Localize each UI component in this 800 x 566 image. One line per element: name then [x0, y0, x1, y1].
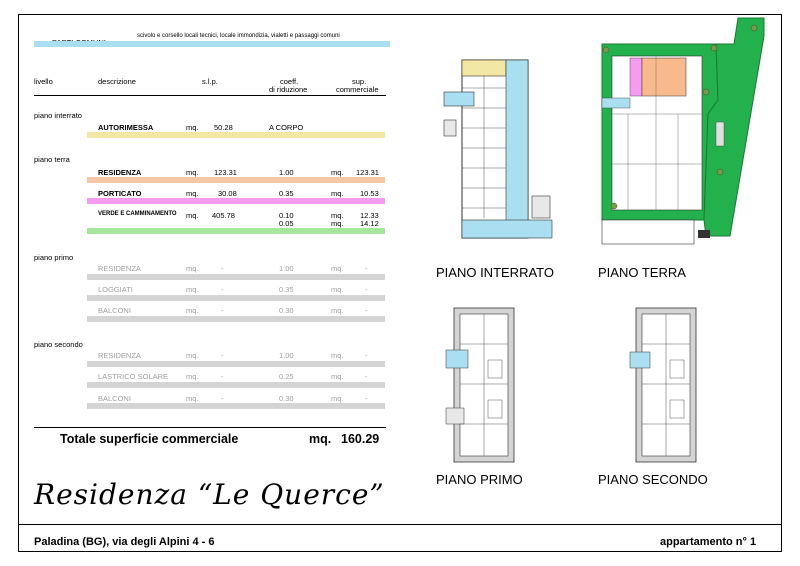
bar-verde: [87, 228, 385, 234]
row-slp: -: [221, 306, 224, 315]
plan-caption: PIANO PRIMO: [436, 472, 523, 487]
row-coeff: 1.00: [279, 168, 294, 177]
bar-loggiati-primo: [87, 295, 385, 301]
row-sup: 10.53: [360, 189, 379, 198]
row-sup: 14.12: [360, 219, 379, 228]
bar-autorimessa: [87, 132, 385, 138]
row-coeff: 1.00: [279, 264, 294, 273]
header-sup-2: commerciale: [336, 85, 379, 94]
header-livello: livello: [34, 77, 53, 86]
header-descrizione: descrizione: [98, 77, 136, 86]
header-coeff-1: coeff.: [280, 77, 299, 86]
bar-residenza-secondo: [87, 361, 385, 367]
bar-residenza-terra: [87, 177, 385, 183]
row-slp: -: [221, 351, 224, 360]
row-slp: -: [221, 394, 224, 403]
row-desc: LOGGIATI: [98, 285, 133, 294]
row-coeff: 0.35: [279, 189, 294, 198]
totale-rule: [34, 427, 386, 428]
row-desc: BALCONI: [98, 394, 131, 403]
row-unit: mq.: [186, 168, 199, 177]
header-coeff-2: di riduzione: [269, 85, 308, 94]
row-sup: -: [365, 372, 368, 381]
row-unit2: mq.: [331, 285, 344, 294]
level-terra: piano terra: [34, 155, 70, 164]
row-unit: mq.: [186, 372, 199, 381]
row-slp: -: [221, 264, 224, 273]
row-sup: -: [365, 285, 368, 294]
row-unit: mq.: [186, 211, 199, 220]
totale-label: Totale superficie commerciale: [60, 432, 239, 446]
header-slp: s.l.p.: [202, 77, 218, 86]
row-desc: RESIDENZA: [98, 168, 142, 177]
row-unit: mq.: [186, 285, 199, 294]
row-unit2: mq.: [331, 351, 344, 360]
plan-caption: PIANO SECONDO: [598, 472, 708, 487]
row-slp: 50.28: [214, 123, 233, 132]
row-coeff: 0.25: [279, 372, 294, 381]
totale-value: 160.29: [341, 432, 380, 446]
row-coeff: 0.35: [279, 285, 294, 294]
row-unit2: mq.: [331, 264, 344, 273]
row-desc: RESIDENZA: [98, 264, 141, 273]
row-unit: mq.: [186, 264, 199, 273]
row-sup: 12.33: [360, 211, 379, 220]
bar-residenza-primo: [87, 274, 385, 280]
row-desc: VERDE E CAMMINAMENTO: [98, 211, 177, 217]
row-sup: -: [365, 351, 368, 360]
row-desc: LASTRICO SOLARE: [98, 372, 169, 381]
row-unit: mq.: [186, 189, 199, 198]
row-slp: 30.08: [218, 189, 237, 198]
row-unit: mq.: [186, 306, 199, 315]
title-script: Residenza “Le Querce”: [34, 478, 385, 511]
row-unit2: mq.: [331, 372, 344, 381]
level-primo: piano primo: [34, 253, 74, 262]
footer-rule: [18, 524, 782, 525]
row-slp: -: [221, 372, 224, 381]
bar-balconi-secondo: [87, 403, 385, 409]
bar-porticato: [87, 198, 385, 204]
level-secondo: piano secondo: [34, 340, 83, 349]
footer-address: Paladina (BG), via degli Alpini 4 - 6: [34, 536, 215, 548]
row-coeff: 1.00: [279, 351, 294, 360]
plan-interrato: [442, 58, 554, 242]
parti-comuni-desc: scivolo e corsello locali tecnici, locale immondizia, vialetti e passaggi comuni: [137, 33, 340, 39]
row-slp: -: [221, 285, 224, 294]
row-sup: -: [365, 394, 368, 403]
plan-caption: PIANO INTERRATO: [436, 265, 554, 280]
row-sup: 123.31: [356, 168, 379, 177]
row-sup: -: [365, 264, 368, 273]
row-unit2: mq.: [331, 189, 344, 198]
row-unit2: mq.: [331, 211, 344, 220]
plan-terra: [598, 14, 770, 246]
row-coeff: A CORPO: [269, 123, 304, 132]
row-coeff: 0.05: [279, 219, 294, 228]
plan-secondo: [626, 304, 702, 466]
totale-unit: mq.: [309, 432, 332, 446]
parti-comuni-bar: [34, 41, 390, 47]
row-slp: 405.78: [212, 211, 235, 220]
plan-primo: [444, 304, 520, 466]
plan-caption: PIANO TERRA: [598, 265, 686, 280]
row-unit: mq.: [186, 394, 199, 403]
row-unit2: mq.: [331, 394, 344, 403]
header-sup-1: sup.: [352, 77, 367, 86]
row-desc: AUTORIMESSA: [98, 123, 154, 132]
row-unit: mq.: [186, 123, 199, 132]
row-desc: BALCONI: [98, 306, 131, 315]
row-desc: RESIDENZA: [98, 351, 141, 360]
row-coeff: 0.10: [279, 211, 294, 220]
level-interrato: piano interrato: [34, 111, 82, 120]
row-unit2: mq.: [331, 168, 344, 177]
row-desc: PORTICATO: [98, 189, 142, 198]
row-unit2: mq.: [331, 306, 344, 315]
row-unit2: mq.: [331, 219, 344, 228]
bar-lastrico-secondo: [87, 382, 385, 388]
row-coeff: 0.30: [279, 394, 294, 403]
footer-apt: appartamento n° 1: [660, 536, 757, 548]
bar-balconi-primo: [87, 316, 385, 322]
row-unit: mq.: [186, 351, 199, 360]
header-rule: [34, 95, 386, 96]
row-coeff: 0.30: [279, 306, 294, 315]
row-sup: -: [365, 306, 368, 315]
row-slp: 123.31: [214, 168, 237, 177]
